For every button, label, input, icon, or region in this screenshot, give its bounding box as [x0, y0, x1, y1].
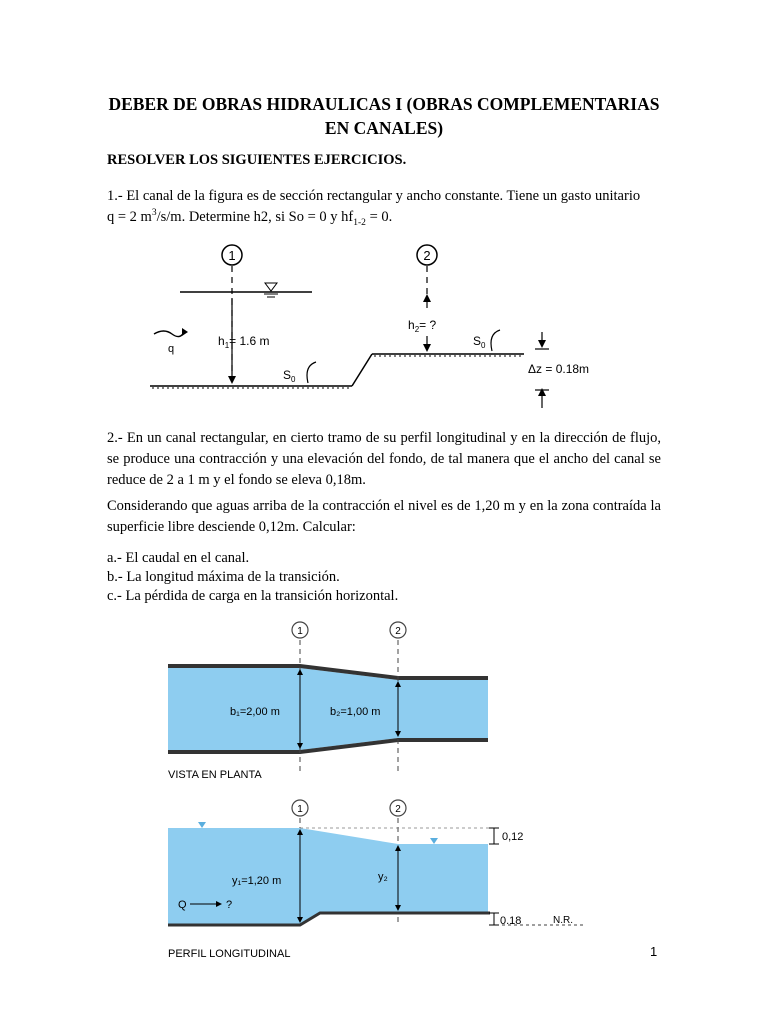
downstream-level-icon [430, 838, 438, 844]
exercise-1-statement [107, 186, 661, 228]
fig2-profile-section-2: 2 [395, 804, 401, 815]
exercise-1-line-2 [107, 207, 661, 228]
page-number: 1 [650, 944, 658, 959]
fig1-section-2-label: 2 [423, 248, 431, 263]
fig1-so-right: $S_0$ [473, 334, 486, 350]
fig1-h1-label: $h_1= 1.6$ m [218, 334, 270, 350]
fig2-y1-label: y₁=1,20 m [232, 875, 282, 887]
title-line-2: EN CANALES) [324, 118, 444, 138]
fig2-plan-section-2: 2 [395, 626, 401, 637]
profile-water-area [168, 828, 488, 924]
fig2-profile-section-1: 1 [297, 804, 303, 815]
fig2-q-label: Q [178, 899, 187, 911]
fig1-q-label: q [168, 343, 175, 355]
plan-water-area [168, 668, 488, 750]
upstream-level-icon [198, 822, 206, 828]
page-title [90, 92, 678, 140]
exercise-2-conditions: Considerando que aguas arriba de la contracción el nivel es de 1,20 m y en la zona contraída la superficie libre desciende 0,12m. Calcular: [107, 498, 661, 535]
fig2-nr-label: N.R. [553, 915, 573, 926]
ex1-text-b: /s/m. Determine h2, si So = 0 y hf [156, 209, 354, 225]
exercise-1-line-1: 1.- El canal de la figura es de sección rectangular y ancho constante. Tiene un gasto unitario [107, 188, 641, 204]
fig2-profile-label: PERFIL LONGITUDINAL [168, 948, 291, 960]
fig2-plan-section-1: 1 [297, 626, 303, 637]
fig2-rise-label: 0.18 [500, 915, 522, 927]
exercise-2-figure [160, 612, 600, 968]
ex1-subscript: 1-2 [353, 217, 366, 228]
exercise-2-item-c: c.- La pérdida de carga en la transición horizontal. [107, 588, 399, 604]
instructions-heading: RESOLVER LOS SIGUIENTES EJERCICIOS. [107, 152, 407, 168]
exercise-2-statement: 2.- En un canal rectangular, en cierto tramo de su perfil longitudinal y en la dirección de flujo, se produce una contracción y una elevación del fondo, de tal manera que el ancho del canal se reduce de 2 a 1 m y el fondo se eleva 0,18m. [107, 430, 661, 488]
water-level-icon [265, 283, 277, 291]
fig2-plan-view-label: VISTA EN PLANTA [168, 769, 262, 781]
fig1-so-left: $S_0$ [283, 368, 296, 384]
ex1-text-a: q = 2 m [107, 209, 152, 225]
exercise-2-item-b: b.- La longitud máxima de la transición. [107, 569, 340, 585]
fig2-drop-label: 0,12 [502, 831, 524, 843]
exercise-2-item-a: a.- El caudal en el canal. [107, 550, 250, 566]
fig2-b2-label: b₂=1,00 m [330, 706, 381, 718]
ex1-text-c: = 0. [365, 209, 393, 225]
fig2-y2-label: y₂ [378, 871, 388, 883]
title-line-1: DEBER DE OBRAS HIDRAULICAS I (OBRAS COMPLEMENTARIAS [108, 94, 660, 114]
fig2-q-unknown: ? [226, 899, 233, 911]
fig1-dz-label: Δz = 0.18m [528, 362, 590, 376]
fig1-h2-label: $h_2=$ ? [408, 318, 437, 334]
exercise-1-figure [140, 236, 600, 416]
ex1-superscript: 3 [151, 208, 157, 219]
fig2-b1-label: b₁=2,00 m [230, 706, 280, 718]
fig1-section-1-label: 1 [228, 248, 236, 263]
